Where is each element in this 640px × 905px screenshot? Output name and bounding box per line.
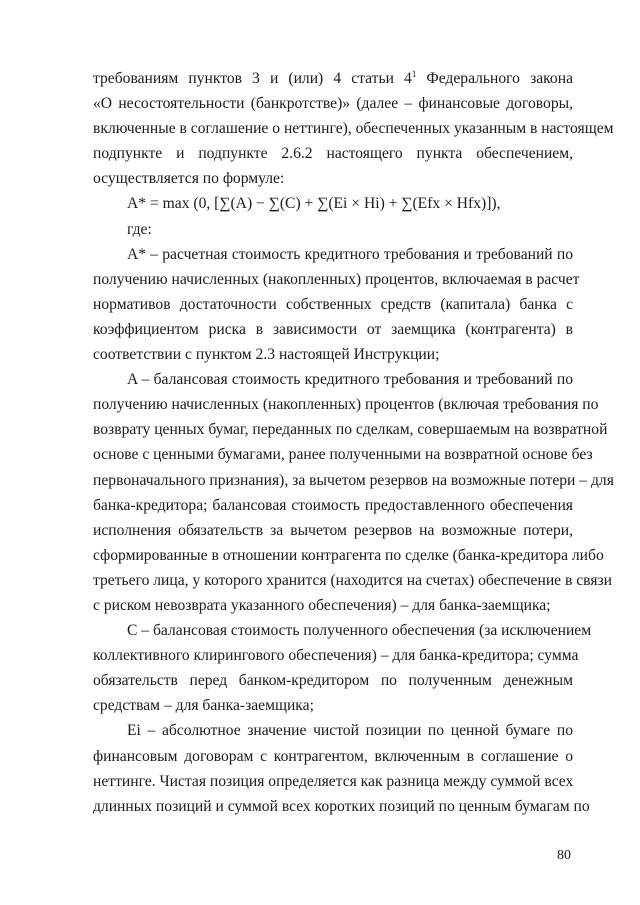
text-line: получению начисленных (накопленных) процентов, включаемая в расчет	[93, 270, 580, 288]
text-line: коэффициентом риска в зависимости от заемщика (контрагента) в	[93, 320, 573, 338]
text-line: C – балансовая стоимость полученного обеспечения (за исключением	[127, 622, 592, 640]
text-line: средствам – для банка-заемщика;	[93, 697, 314, 715]
text-line: включенные в соглашение о неттинге), обеспеченных указанным в настоящем	[93, 120, 614, 138]
text-line: обязательств перед банком-кредитором по полученным денежным	[93, 672, 573, 690]
text-line: требованиям пунктов 3 и (или) 4 статьи 4$^1$ Федерального закона	[93, 69, 573, 87]
text-line: банка-кредитора; балансовая стоимость предоставленного обеспечения	[93, 496, 573, 514]
definition-a-star	[93, 242, 580, 367]
text-line: коллективного клирингового обеспечения) – для банка-кредитора; сумма	[93, 647, 579, 665]
formula: A* = max (0, [∑(A) − ∑(C) + ∑(Ei × Hi) + ∑(Efx × Hfx)]),	[127, 195, 501, 213]
text-line: соответствии с пунктом 2.3 настоящей Инструкции;	[93, 346, 440, 364]
page-body	[93, 66, 614, 819]
text-line: возврату ценных бумаг, переданных по сделкам, совершаемым на возвратной	[93, 421, 608, 439]
text-line: Ei – абсолютное значение чистой позиции по ценной бумаге по	[127, 722, 573, 740]
text-line: основе с ценными бумагами, ранее полученными на возвратной основе без	[93, 446, 593, 464]
text-line: финансовым договорам с контрагентом, включенным в соглашение о	[93, 747, 573, 765]
text-line: нормативов достаточности собственных средств (капитала) банка с	[93, 295, 573, 313]
text-line: третьего лица, у которого хранится (находится на счетах) обеспечение в связи	[93, 571, 613, 589]
text-line: с риском невозврата указанного обеспечения) – для банка-заемщика;	[93, 596, 551, 614]
text-line: исполнения обязательств за вычетом резервов на возможные потери,	[93, 521, 573, 539]
definition-ei	[93, 718, 590, 818]
text-line: A* – расчетная стоимость кредитного требования и требований по	[127, 245, 573, 263]
text-line: неттинге. Чистая позиция определяется как разница между суммой всех	[93, 772, 574, 790]
text-line: длинных позиций и суммой всех коротких позиций по ценным бумагам по	[93, 797, 590, 815]
footnote-superscript: 1	[411, 69, 417, 79]
text-line: A – балансовая стоимость кредитного требования и требований по	[127, 371, 573, 389]
where-label: где:	[127, 220, 152, 238]
definition-c	[93, 618, 592, 718]
text-line: осуществляется по формуле:	[93, 170, 285, 188]
text-line: подпункте и подпункте 2.6.2 настоящего пункта обеспечением,	[93, 145, 573, 163]
text-line: первоначального признания), за вычетом резервов на возможные потери – для	[93, 471, 614, 489]
definition-a	[93, 367, 614, 618]
page-number: 80	[557, 848, 571, 863]
intro-paragraph	[93, 66, 614, 191]
text-line: «О несостоятельности (банкротстве)» (далее – финансовые договоры,	[93, 95, 573, 113]
text-line: сформированные в отношении контрагента по сделке (банка-кредитора либо	[93, 546, 604, 564]
text-line: получению начисленных (накопленных) процентов (включая требования по	[93, 396, 599, 414]
